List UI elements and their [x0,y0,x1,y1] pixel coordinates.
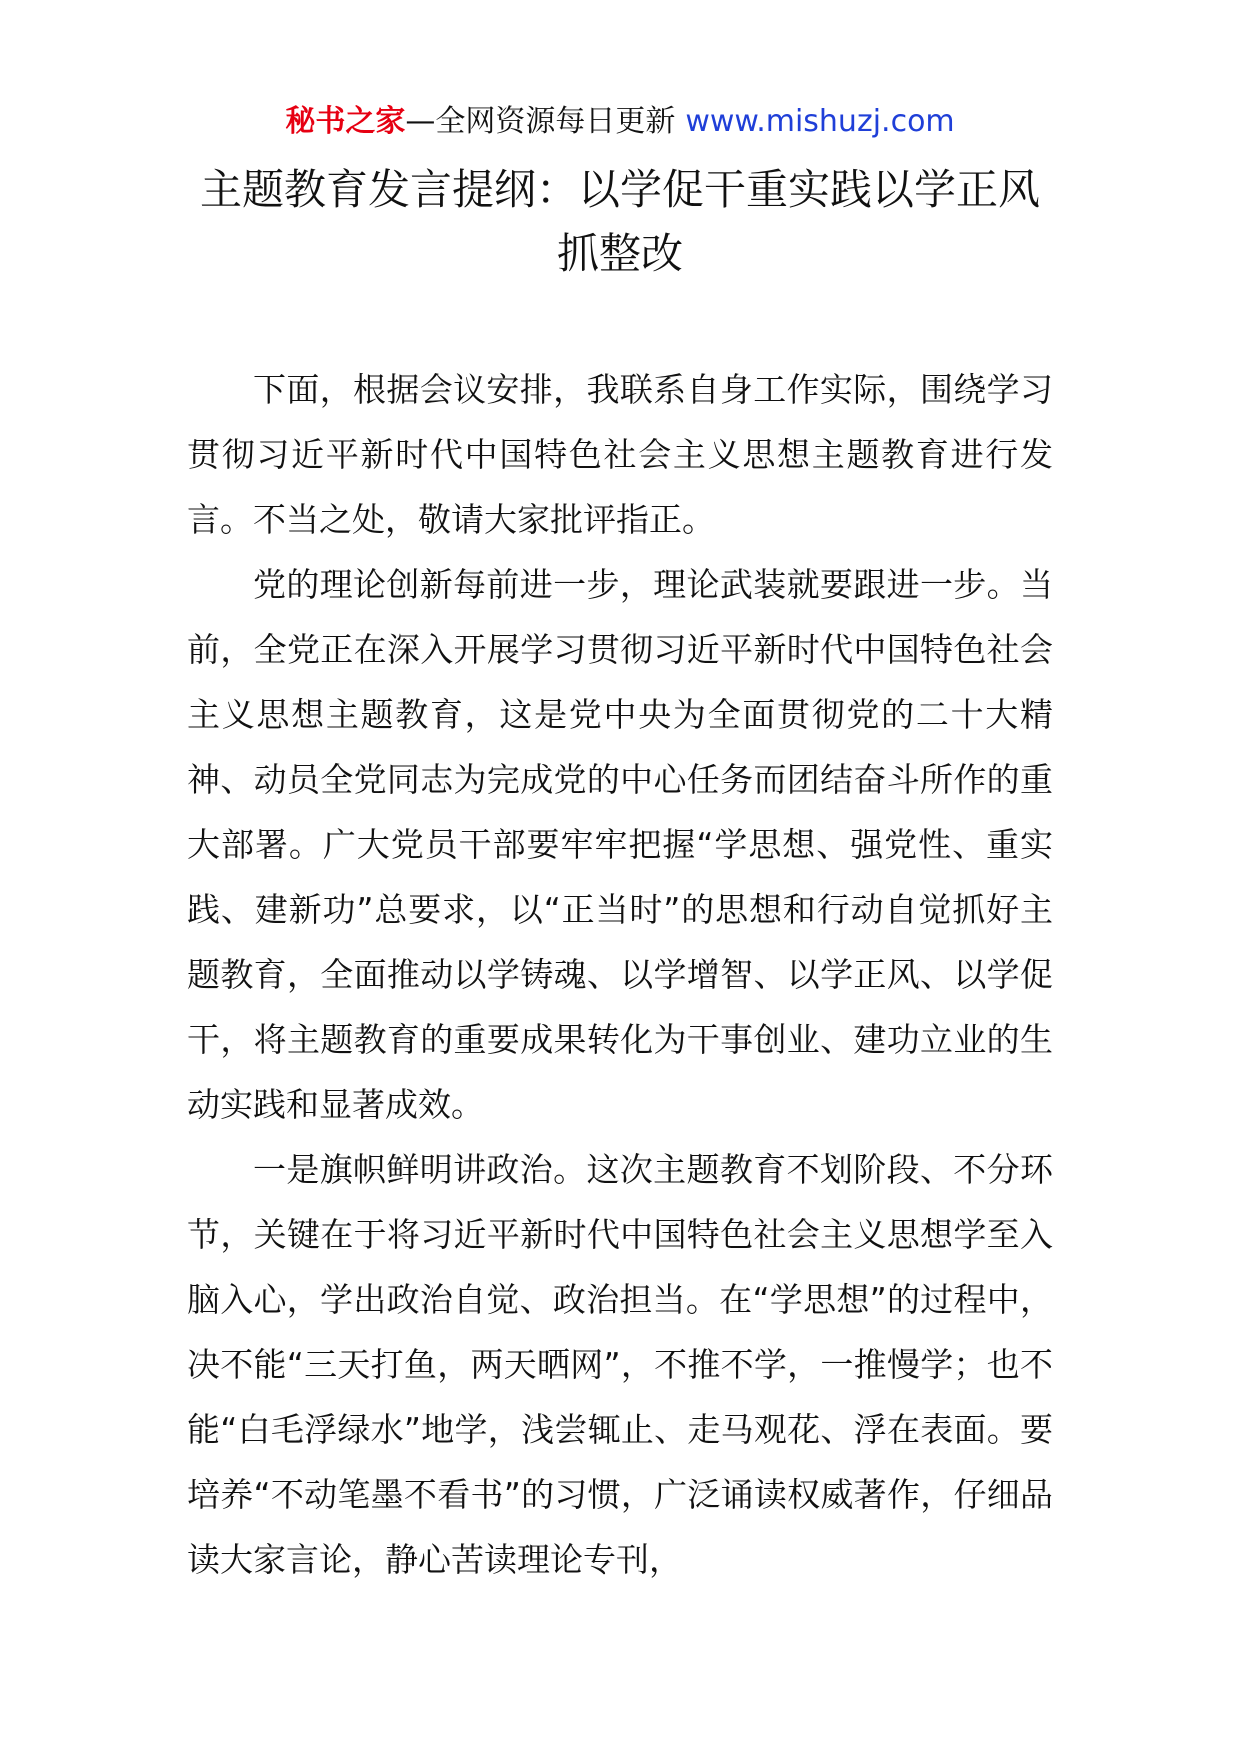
paragraph-politics: 一是旗帜鲜明讲政治。这次主题教育不划阶段、不分环节，关键在于将习近平新时代中国特色社会主义思想学至入脑入心，学出政治自觉、政治担当。在“学思想”的过程中，决不能“三天打鱼，两天晒网”，不推不学，一推慢学；也不能“白毛浮绿水”地学，浅尝辄止、走马观花、浮在表面。要培养“不动笔墨不看书”的习惯，广泛诵读权威著作，仔细品读大家言论，静心苦读理论专刊， [187,1150,1053,1579]
document-title: 主题教育发言提纲：以学促干重实践以学正风抓整改 [199,165,1040,278]
site-brand: 秘书之家 [285,104,406,139]
site-header [0,100,1240,144]
document-body [187,357,1053,1592]
site-slogan: —全网资源每日更新 [405,104,676,139]
site-url-link[interactable]: www.mishuzj.com [685,104,955,139]
paragraph-intro: 下面，根据会议安排，我联系自身工作实际，围绕学习贯彻习近平新时代中国特色社会主义思想主题教育进行发言。不当之处，敬请大家批评指正。 [187,370,1053,539]
paragraph-theory: 党的理论创新每前进一步，理论武装就要跟进一步。当前，全党正在深入开展学习贯彻习近平新时代中国特色社会主义思想主题教育，这是党中央为全面贯彻党的二十大精神、动员全党同志为完成党的中心任务而团结奋斗所作的重大部署。广大党员干部要牢牢把握“学思想、强党性、重实践、建新功”总要求，以“正当时”的思想和行动自觉抓好主题教育，全面推动以学铸魂、以学增智、以学正风、以学促干，将主题教育的重要成果转化为干事创业、建功立业的生动实践和显著成效。 [187,565,1053,1124]
